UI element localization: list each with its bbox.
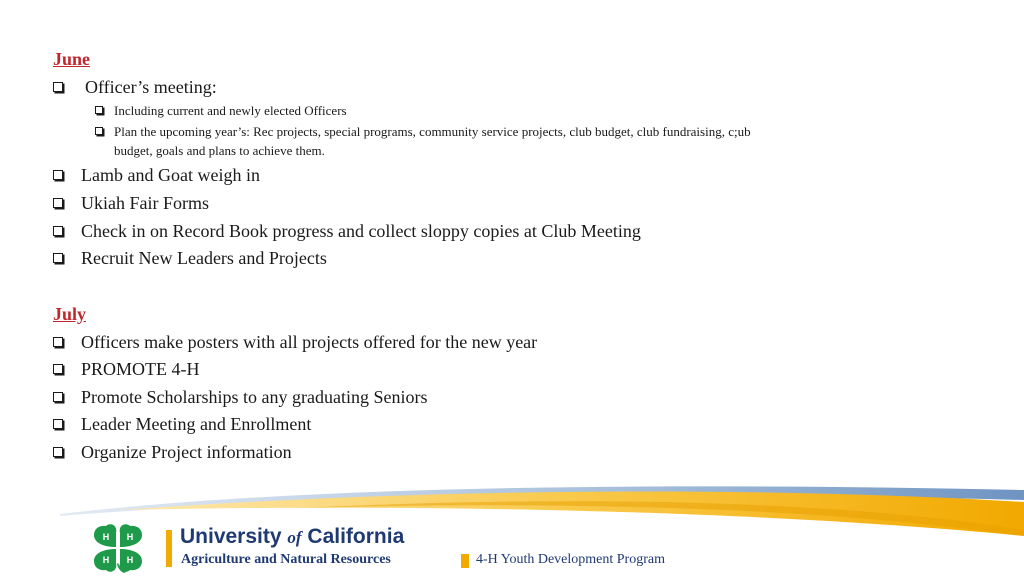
four-h-clover-logo bbox=[88, 523, 148, 573]
list-item bbox=[53, 413, 311, 435]
list-item-text: Officer’s meeting: bbox=[85, 77, 217, 97]
university-title bbox=[180, 525, 404, 549]
checkbox-icon bbox=[53, 419, 63, 429]
july-heading: July bbox=[53, 304, 87, 324]
sub-list-item-text: Including current and newly elected Officers bbox=[114, 103, 347, 118]
california-word: California bbox=[307, 525, 405, 548]
clover-letter: H bbox=[102, 532, 110, 542]
university-word: University bbox=[180, 525, 282, 548]
checkbox-icon bbox=[53, 82, 63, 92]
list-item bbox=[53, 386, 427, 408]
list-item-text: PROMOTE 4-H bbox=[81, 359, 200, 379]
program-name: 4-H Youth Development Program bbox=[476, 552, 665, 567]
list-item-text: Officers make posters with all projects offered for the new year bbox=[81, 332, 538, 352]
clover-letter: H bbox=[102, 555, 110, 565]
of-word: of bbox=[287, 528, 302, 547]
checkbox-icon bbox=[53, 337, 63, 347]
division-name: Agriculture and Natural Resources bbox=[181, 552, 391, 567]
list-item bbox=[53, 76, 217, 98]
list-item-text: Ukiah Fair Forms bbox=[81, 193, 209, 213]
list-item bbox=[53, 331, 537, 353]
list-item-text: Check in on Record Book progress and collect sloppy copies at Club Meeting bbox=[81, 221, 641, 241]
checkbox-icon bbox=[53, 364, 63, 374]
sub-list-item-text: Plan the upcoming year’s: Rec projects, special programs, community service projects, club budget, club fundraising, c;ub bbox=[114, 124, 751, 139]
list-item bbox=[53, 358, 200, 380]
checkbox-icon bbox=[53, 392, 63, 402]
checkbox-icon bbox=[53, 447, 63, 457]
sub-list-item bbox=[95, 122, 975, 141]
checkbox-icon bbox=[53, 253, 63, 263]
checkbox-icon bbox=[95, 127, 103, 135]
checkbox-icon bbox=[53, 226, 63, 236]
clover-letter: H bbox=[126, 532, 134, 542]
checkbox-icon bbox=[95, 106, 103, 114]
list-item-text: Lamb and Goat weigh in bbox=[81, 165, 260, 185]
checkbox-icon bbox=[53, 198, 63, 208]
sub-list-item-continuation bbox=[114, 141, 994, 160]
list-item bbox=[53, 192, 209, 214]
checkbox-icon bbox=[53, 170, 63, 180]
list-item-text: Leader Meeting and Enrollment bbox=[81, 414, 312, 434]
list-item bbox=[53, 441, 292, 463]
list-item bbox=[53, 220, 641, 242]
list-item bbox=[53, 164, 260, 186]
sub-list-item-text: budget, goals and plans to achieve them. bbox=[114, 143, 325, 158]
list-item bbox=[53, 247, 327, 269]
sub-list-item bbox=[95, 101, 975, 120]
list-item-text: Recruit New Leaders and Projects bbox=[81, 248, 327, 268]
list-item-text: Organize Project information bbox=[81, 442, 292, 462]
brand-divider bbox=[166, 530, 172, 567]
june-heading: June bbox=[53, 49, 91, 69]
program-marker bbox=[461, 554, 469, 568]
list-item-text: Promote Scholarships to any graduating Seniors bbox=[81, 387, 428, 407]
clover-letter: H bbox=[126, 555, 134, 565]
